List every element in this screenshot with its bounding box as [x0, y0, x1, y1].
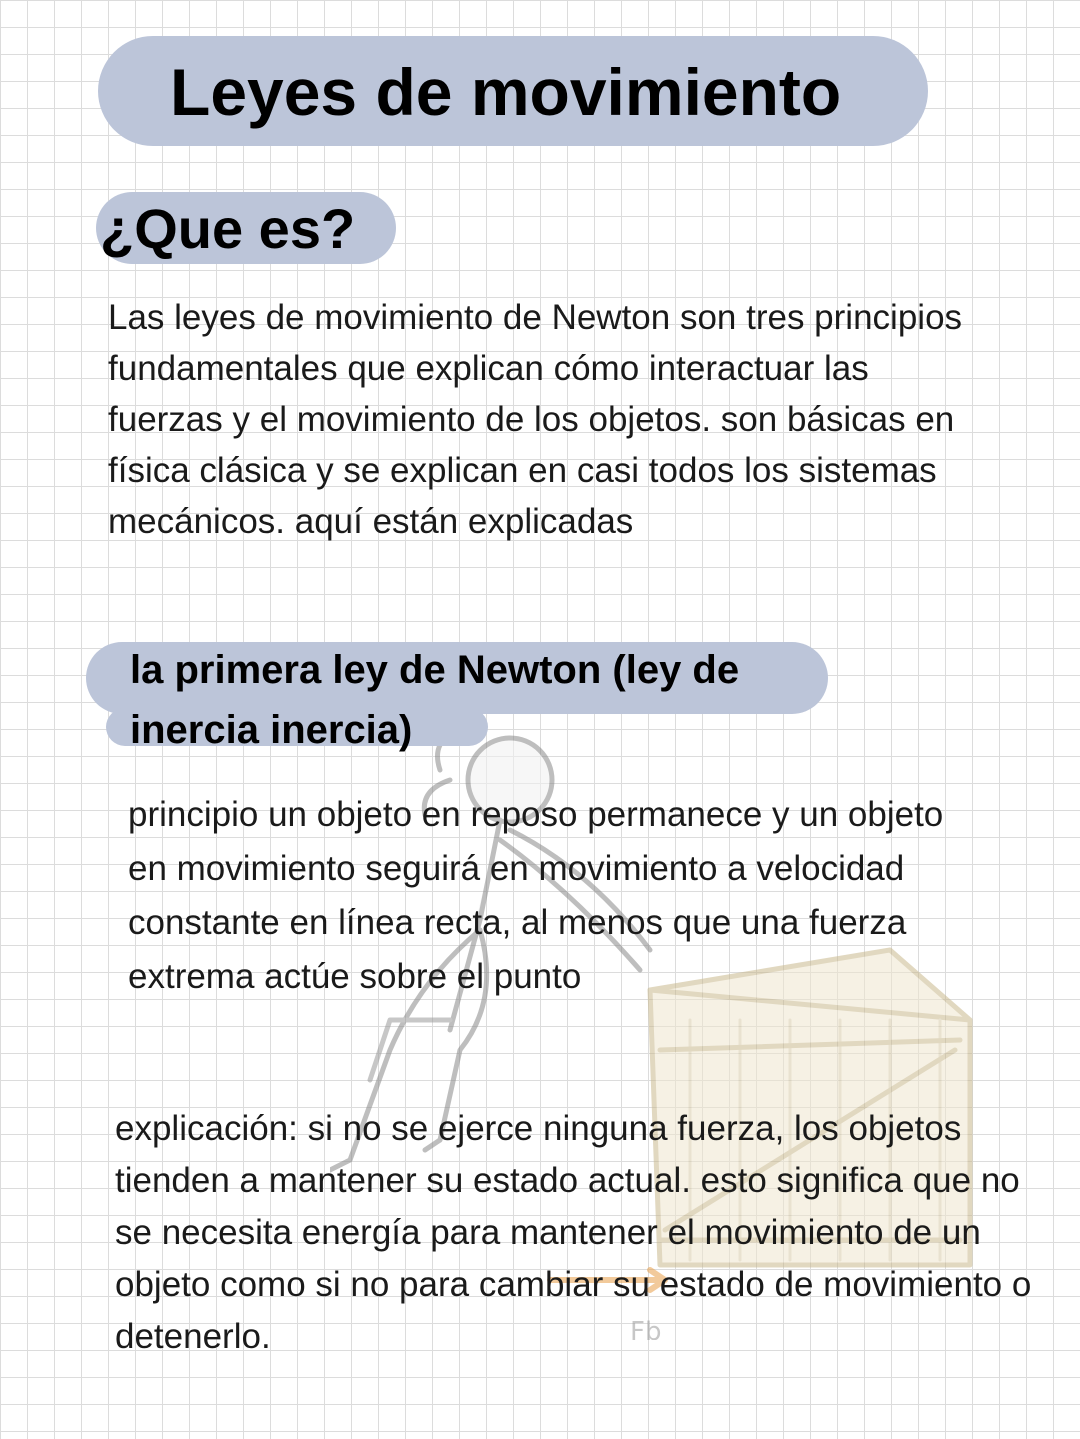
intro-paragraph: Las leyes de movimiento de Newton son tres principios fundamentales que explican cómo interactuar las fuerzas y el movimiento de los objetos. son básicas en física clásica y se explican en casi todos los sistemas mecánicos. aquí están explicadas	[108, 298, 963, 541]
page-title: Leyes de movimiento	[170, 55, 842, 129]
first-law-explanation: explicación: si no se ejerce ninguna fuerza, los objetos tienden a mantener su estado actual. esto significa que no se necesita energía para mantener el movimiento de un objeto como si no para cambiar su estado de movimiento o detenerlo.	[115, 1109, 1032, 1356]
section-question-heading: ¿Que es?	[100, 197, 356, 260]
force-label: Fb	[630, 1317, 662, 1340]
first-law-heading: la primera ley de Newton (ley de inercia inercia)	[130, 648, 740, 752]
first-law-principle: principio un objeto en reposo permanece y un objeto en movimiento seguirá en movimiento a velocidad constante en línea recta, al menos que una fuerza extrema actúe sobre el punto	[128, 795, 944, 996]
